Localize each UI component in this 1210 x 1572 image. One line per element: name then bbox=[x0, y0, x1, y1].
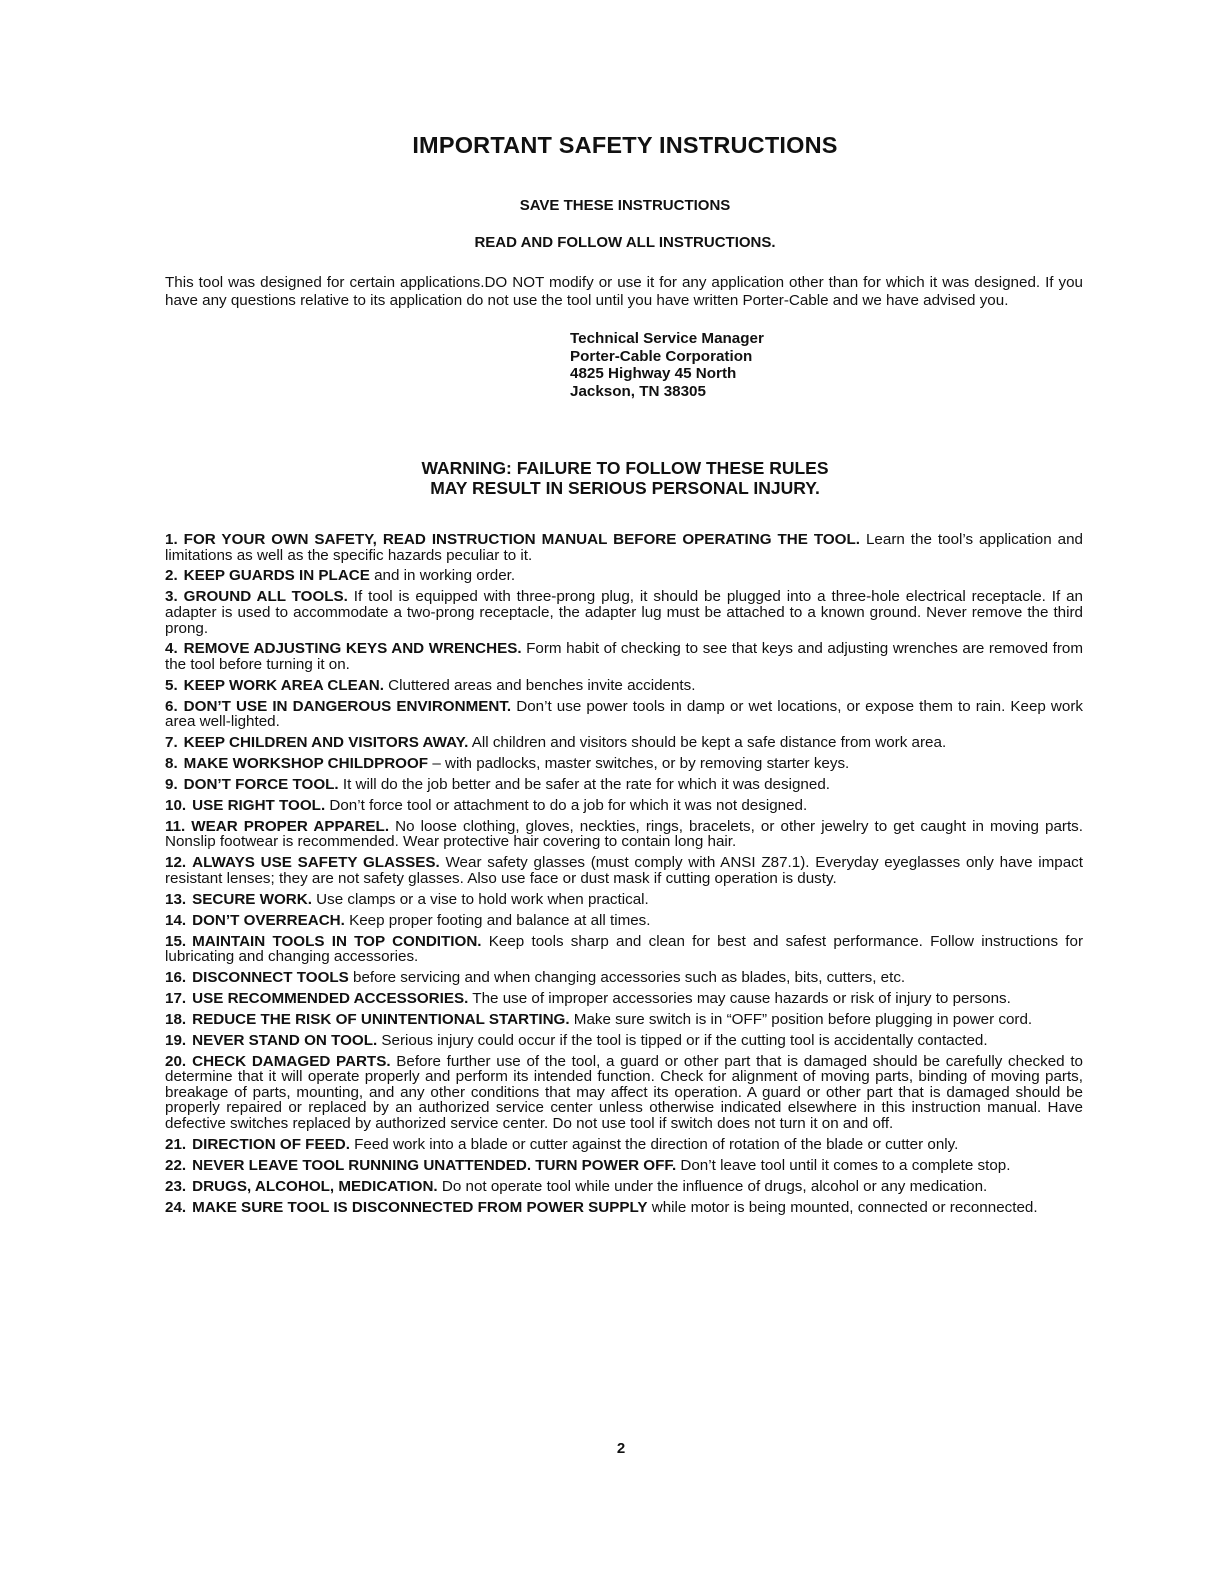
rule-heading: SECURE WORK. bbox=[192, 890, 312, 908]
safety-rule bbox=[165, 568, 1083, 584]
contact-address bbox=[570, 330, 764, 400]
rule-body: The use of improper accessories may cause hazards or risk of injury to persons. bbox=[468, 990, 1011, 1007]
rule-heading: KEEP GUARDS IN PLACE bbox=[183, 567, 370, 585]
rule-body: Serious injury could occur if the tool is tipped or if the cutting tool is accidentally contacted. bbox=[377, 1031, 988, 1049]
safety-rule bbox=[165, 735, 1083, 751]
rule-heading: CHECK DAMAGED PARTS. bbox=[192, 1052, 391, 1070]
rule-number: 20. bbox=[165, 1052, 187, 1070]
rule-body: Keep proper footing and balance at all times. bbox=[344, 911, 651, 929]
rule-heading: DON’T USE IN DANGEROUS ENVIRONMENT. bbox=[183, 697, 512, 715]
rule-number: 4. bbox=[165, 640, 178, 658]
safety-rule bbox=[165, 798, 1083, 814]
safety-rule bbox=[165, 913, 1083, 929]
page-title: IMPORTANT SAFETY INSTRUCTIONS bbox=[412, 132, 838, 158]
rule-heading: DON’T FORCE TOOL. bbox=[183, 776, 339, 794]
rule-body: All children and visitors should be kept a safe distance from work area. bbox=[468, 734, 947, 752]
rule-heading: WEAR PROPER APPAREL. bbox=[191, 817, 390, 835]
warning-line: MAY RESULT IN SERIOUS PERSONAL INJURY. bbox=[430, 478, 820, 498]
rule-body: Form habit of checking to see that keys and adjusting wrenches are removed from the tool before turning it on. bbox=[165, 640, 1083, 674]
address-line: Jackson, TN 38305 bbox=[570, 382, 706, 400]
rule-number: 6. bbox=[165, 697, 178, 715]
rule-heading: USE RIGHT TOOL. bbox=[192, 796, 326, 814]
rule-number: 19. bbox=[165, 1031, 187, 1049]
rule-body: Before further use of the tool, a guard or other part that is damaged should be carefully checked to determine that it will operate properly and perform its intended function. Check for alignment of moving parts, binding of moving parts, breakage of parts, mounting, and any other conditions that may affect its operation. A guard or other part that is damaged should be properly repaired or replaced by an authorized service center unless otherwise indicated elsewhere in this instruction manual. Have defective switches replaced by authorized service center. Do not use tool if switch does not turn it on and off. bbox=[165, 1052, 1083, 1133]
address-line: Technical Service Manager bbox=[570, 330, 764, 347]
rule-heading: KEEP WORK AREA CLEAN. bbox=[183, 676, 384, 694]
intro-paragraph: This tool was designed for certain applications.DO NOT modify or use it for any application other than for which it was designed. If you have any questions relative to its application do not use the tool until you have written Porter-Cable and we have advised you. bbox=[165, 274, 1083, 309]
rule-number: 18. bbox=[165, 1010, 187, 1028]
safety-rule bbox=[165, 1137, 1083, 1153]
safety-rules-list bbox=[165, 532, 1083, 1221]
rule-heading: DISCONNECT TOOLS bbox=[192, 969, 349, 987]
rule-number: 11. bbox=[165, 817, 186, 835]
rule-heading: NEVER STAND ON TOOL. bbox=[192, 1031, 378, 1049]
rule-heading: FOR YOUR OWN SAFETY, READ INSTRUCTION MANUAL BEFORE OPERATING THE TOOL. bbox=[183, 531, 860, 548]
safety-rule bbox=[165, 970, 1083, 986]
rule-body: Use clamps or a vise to hold work when practical. bbox=[311, 890, 649, 908]
rule-body: Do not operate tool while under the influence of drugs, alcohol or any medication. bbox=[437, 1177, 988, 1195]
rule-number: 16. bbox=[165, 969, 187, 987]
safety-rule bbox=[165, 1200, 1083, 1216]
rule-heading: MAKE SURE TOOL IS DISCONNECTED FROM POWER SUPPLY bbox=[192, 1198, 648, 1216]
safety-rule bbox=[165, 532, 1083, 563]
rule-number: 15. bbox=[165, 932, 187, 950]
rule-number: 12. bbox=[165, 854, 187, 872]
rule-number: 14. bbox=[165, 911, 187, 929]
rule-number: 22. bbox=[165, 1156, 187, 1174]
rule-body: Learn the tool’s application and limitations as well as the specific hazards peculiar to it. bbox=[165, 531, 1083, 564]
rule-body: Wear safety glasses (must comply with ANSI Z87.1). Everyday eyeglasses only have impact resistant lenses; they are not safety glasses. Also use face or dust mask if cutting operation is dusty. bbox=[165, 854, 1083, 887]
safety-rule bbox=[165, 699, 1083, 730]
safety-rule bbox=[165, 1179, 1083, 1195]
rule-body: and in working order. bbox=[369, 567, 516, 585]
safety-rule bbox=[165, 1033, 1083, 1049]
rule-body: before servicing and when changing accessories such as blades, bits, cutters, etc. bbox=[348, 969, 906, 987]
rule-number: 17. bbox=[165, 990, 187, 1007]
rule-number: 5. bbox=[165, 676, 178, 694]
rule-body: Don’t force tool or attachment to do a job for which it was not designed. bbox=[325, 796, 808, 814]
safety-rule bbox=[165, 678, 1083, 694]
rule-heading: REMOVE ADJUSTING KEYS AND WRENCHES. bbox=[183, 640, 522, 658]
address-line: 4825 Highway 45 North bbox=[570, 365, 737, 382]
rule-number: 13. bbox=[165, 890, 187, 908]
rule-body: It will do the job better and be safer at the rate for which it was designed. bbox=[338, 776, 830, 794]
rule-number: 7. bbox=[165, 734, 178, 752]
address-line: Porter-Cable Corporation bbox=[570, 347, 753, 365]
warning-line: WARNING: FAILURE TO FOLLOW THESE RULES bbox=[421, 458, 829, 478]
rule-number: 8. bbox=[165, 755, 178, 773]
warning-block bbox=[0, 458, 1210, 498]
safety-rule bbox=[165, 1054, 1083, 1132]
rule-number: 1. bbox=[165, 531, 178, 548]
rule-heading: REDUCE THE RISK OF UNINTENTIONAL STARTING. bbox=[192, 1010, 570, 1028]
page-number: 2 bbox=[616, 1440, 626, 1457]
rule-number: 2. bbox=[165, 567, 178, 585]
rule-heading: ALWAYS USE SAFETY GLASSES. bbox=[192, 854, 440, 872]
rule-body: Feed work into a blade or cutter against the direction of rotation of the blade or cutter only. bbox=[349, 1135, 959, 1153]
rule-heading: NEVER LEAVE TOOL RUNNING UNATTENDED. TURN POWER OFF. bbox=[192, 1156, 677, 1174]
rule-number: 21. bbox=[165, 1135, 187, 1153]
safety-rule bbox=[165, 756, 1083, 772]
rule-heading: KEEP CHILDREN AND VISITORS AWAY. bbox=[183, 734, 469, 752]
rule-body: – with padlocks, master switches, or by removing starter keys. bbox=[428, 755, 850, 773]
safety-rule bbox=[165, 641, 1083, 672]
rule-number: 24. bbox=[165, 1198, 187, 1216]
rule-body: No loose clothing, gloves, neckties, rings, bracelets, or other jewelry to get caught in moving parts. Nonslip footwear is recommended. Wear protective hair covering to contain long hair. bbox=[165, 817, 1083, 851]
rule-body: while motor is being mounted, connected or reconnected. bbox=[647, 1198, 1038, 1216]
save-instructions-heading: SAVE THESE INSTRUCTIONS bbox=[519, 197, 731, 214]
safety-rule bbox=[165, 991, 1083, 1007]
safety-rule bbox=[165, 934, 1083, 965]
safety-rule bbox=[165, 589, 1083, 636]
rule-body: If tool is equipped with three-prong plug, it should be plugged into a three-hole electrical receptacle. If an adapter is used to accommodate a two-prong receptacle, the adapter lug must be attached to a known ground. Never remove the third prong. bbox=[165, 588, 1083, 637]
rule-heading: MAKE WORKSHOP CHILDPROOF bbox=[183, 755, 429, 773]
rule-number: 3. bbox=[165, 588, 178, 606]
rule-body: Make sure switch is in “OFF” position before plugging in power cord. bbox=[569, 1010, 1033, 1028]
rule-heading: DIRECTION OF FEED. bbox=[192, 1135, 350, 1153]
rule-heading: GROUND ALL TOOLS. bbox=[183, 588, 348, 606]
safety-rule bbox=[165, 1158, 1083, 1174]
rule-body: Keep tools sharp and clean for best and safest performance. Follow instructions for lubricating and changing accessories. bbox=[165, 932, 1084, 966]
rule-number: 23. bbox=[165, 1177, 187, 1195]
safety-rule bbox=[165, 1012, 1083, 1028]
rule-body: Don’t leave tool until it comes to a complete stop. bbox=[676, 1156, 1011, 1174]
rule-heading: DON’T OVERREACH. bbox=[192, 911, 345, 929]
rule-heading: USE RECOMMENDED ACCESSORIES. bbox=[192, 990, 469, 1007]
rule-body: Don’t use power tools in damp or wet locations, or expose them to rain. Keep work area well-lighted. bbox=[165, 697, 1083, 731]
safety-rule bbox=[165, 892, 1083, 908]
rule-heading: MAINTAIN TOOLS IN TOP CONDITION. bbox=[192, 932, 482, 950]
rule-body: Cluttered areas and benches invite accidents. bbox=[383, 676, 696, 694]
safety-rule bbox=[165, 819, 1083, 850]
read-follow-heading: READ AND FOLLOW ALL INSTRUCTIONS. bbox=[474, 234, 776, 251]
rule-heading: DRUGS, ALCOHOL, MEDICATION. bbox=[192, 1177, 438, 1195]
rule-number: 9. bbox=[165, 776, 178, 794]
safety-rule bbox=[165, 777, 1083, 793]
rule-number: 10. bbox=[165, 796, 187, 814]
safety-rule bbox=[165, 855, 1083, 886]
